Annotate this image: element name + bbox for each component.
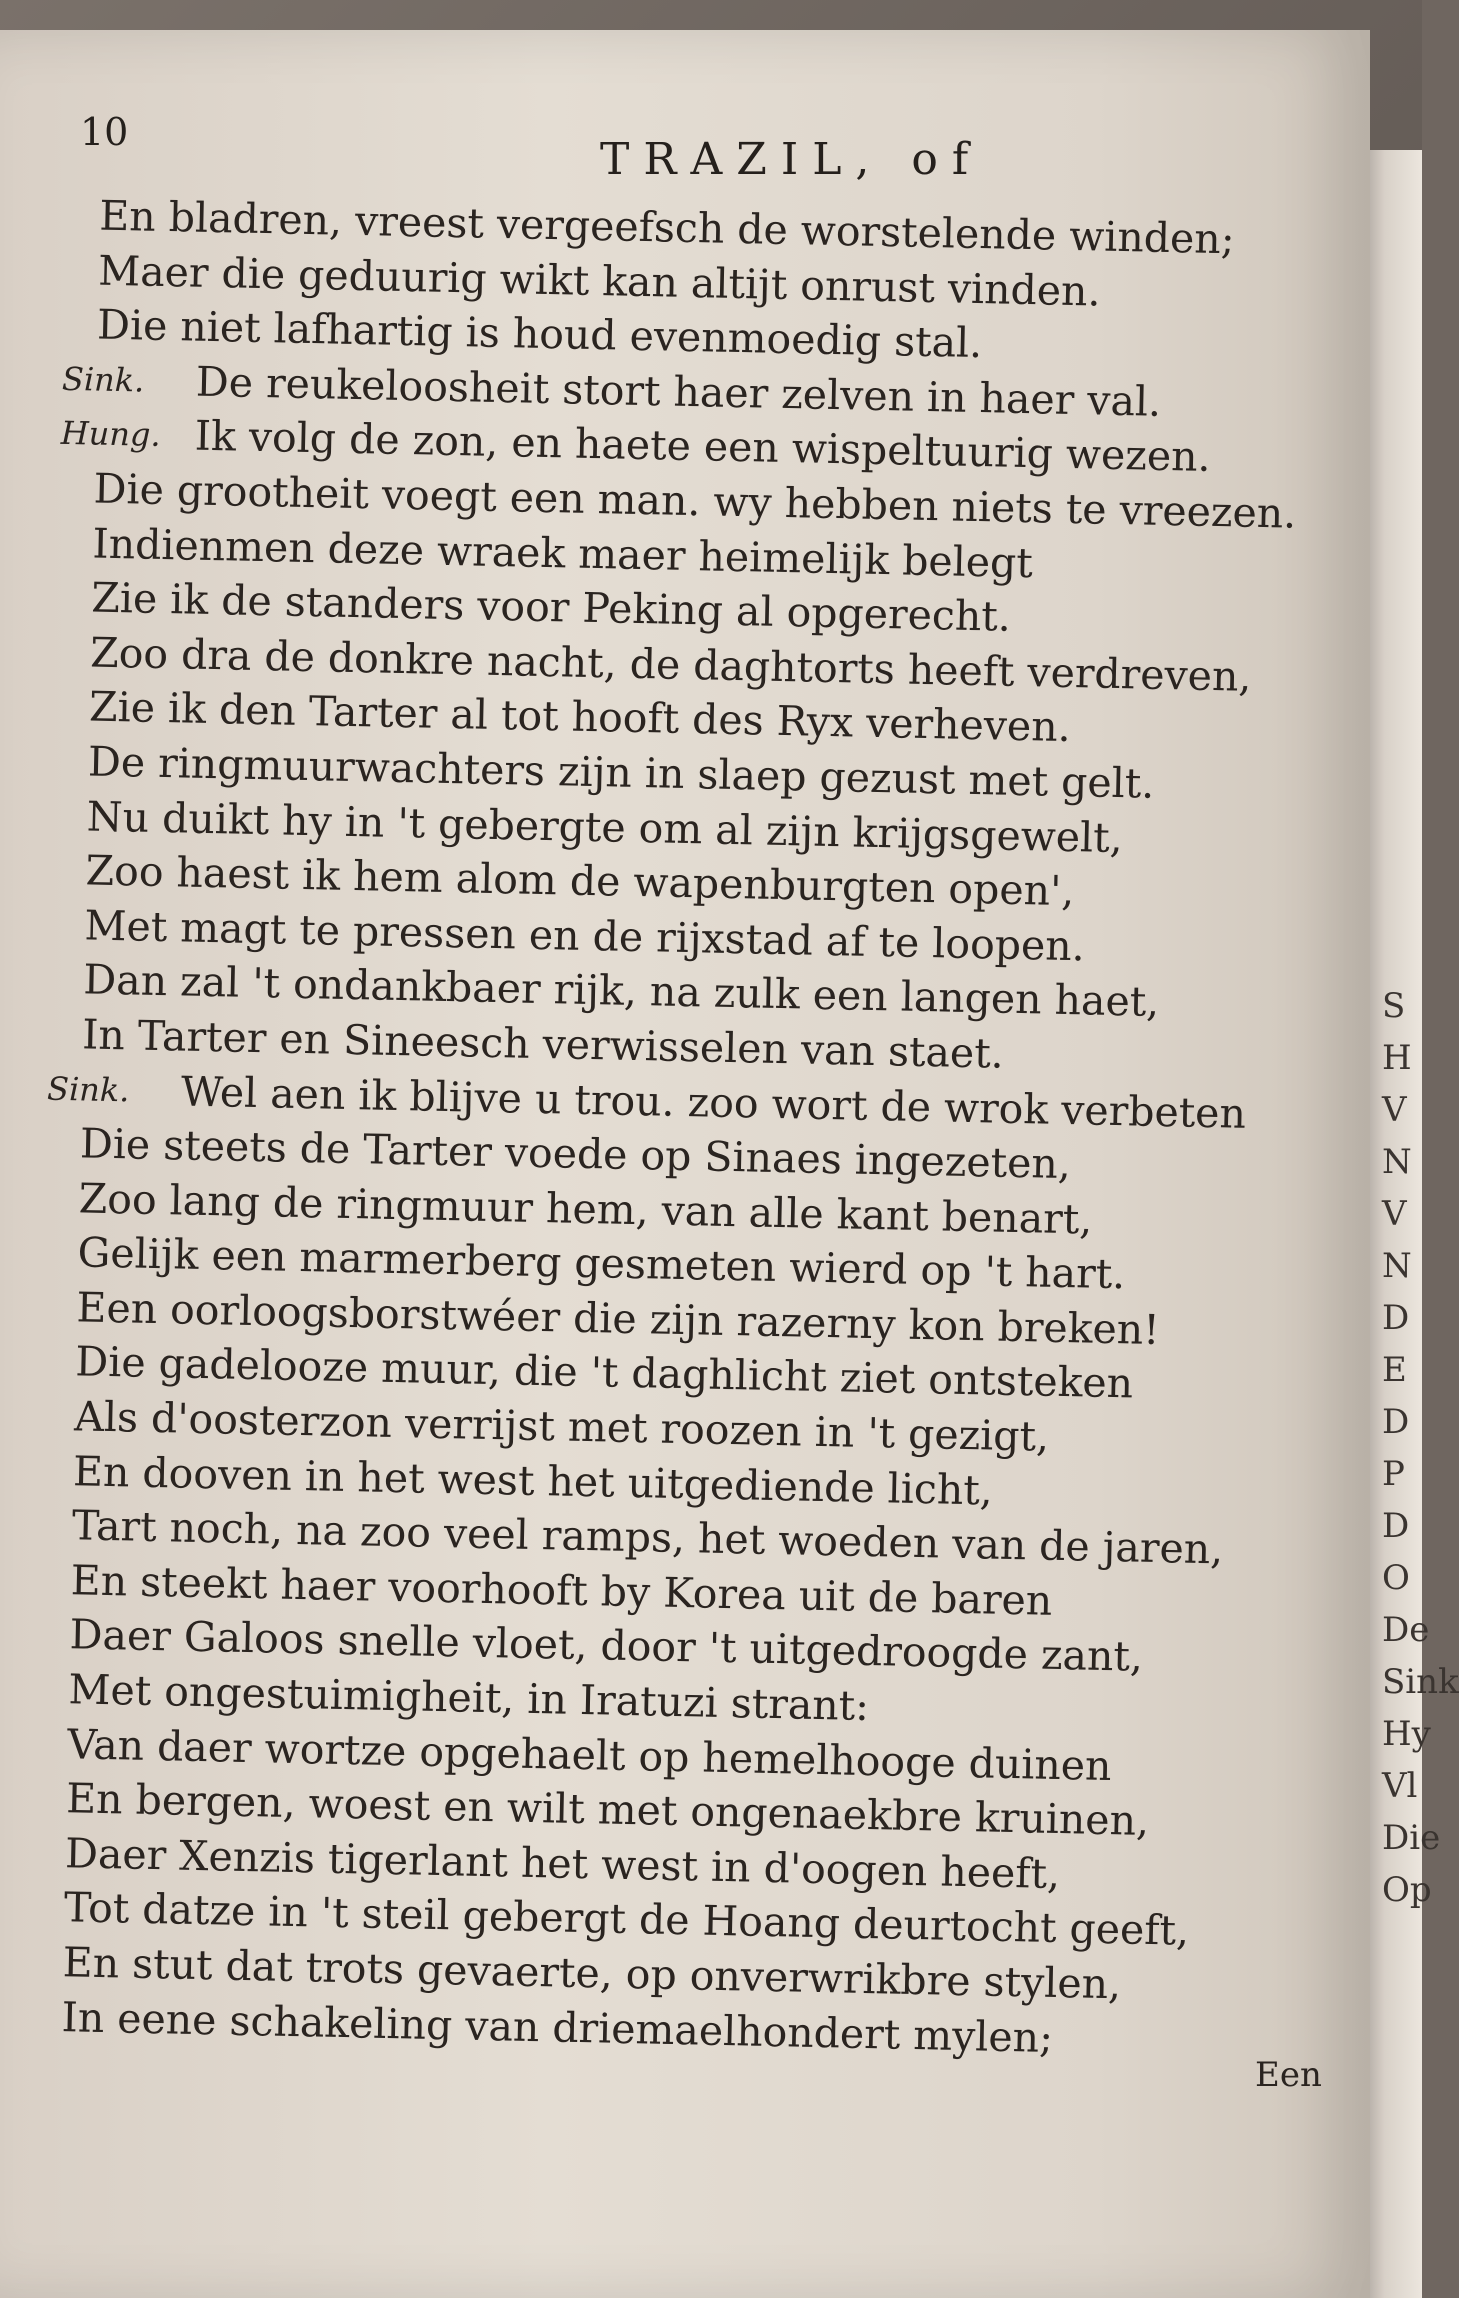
verse-text: Die gadelooze muur, die 't daghlicht ziet ontsteken <box>74 1337 1134 1408</box>
verse-text: Wel aen ik blijve u trou. zoo wort de wrok verbeten <box>180 1066 1247 1138</box>
verse-text: Van daer wortze opgehaelt op hemelhooge duinen <box>66 1719 1112 1790</box>
facing-page-letter: Die <box>1382 1818 1441 1858</box>
facing-page-letter: P <box>1382 1454 1405 1494</box>
verse-text: Met ongestuimigheit, in Iratuzi strant: <box>68 1665 870 1731</box>
verse-text: Tot datze in 't steil gebergt de Hoang deurtocht geeft, <box>63 1883 1190 1956</box>
verse-text: Ik volg de zon, en haete een wispeltuurig wezen. <box>194 412 1212 482</box>
facing-page-letter: S <box>1382 986 1406 1026</box>
verse-text: In Tarter en Sineesch verwisselen van staet. <box>81 1010 1005 1078</box>
facing-page-letter: Vl <box>1382 1766 1418 1806</box>
facing-page-letter: H <box>1382 1038 1412 1078</box>
facing-page-letter: E <box>1382 1350 1407 1390</box>
speaker-label: Sink. <box>46 1069 130 1109</box>
verse-text: En steekt haer voorhooft by Korea uit de baren <box>70 1556 1053 1625</box>
verse-text: Zoo lang de ringmuur hem, van alle kant benart, <box>78 1174 1093 1244</box>
verse-text: De ringmuurwachters zijn in slaep gezust met gelt. <box>87 737 1155 808</box>
facing-page-letter: D <box>1382 1402 1410 1442</box>
verse-text: En stut dat trots gevaerte, op onverwrikbre stylen, <box>62 1938 1122 2009</box>
verse-text: Zie ik den Tarter al tot hooft des Ryx verheven. <box>88 682 1072 752</box>
verse-text: De reukeloosheit stort haer zelven in haer val. <box>195 357 1162 426</box>
facing-page-letter: D <box>1382 1298 1410 1338</box>
verse-text: Daer Galoos snelle vloet, door 't uitgedroogde zant, <box>69 1610 1144 1682</box>
verse-text: Zoo haest ik hem alom de wapenburgten open', <box>85 846 1075 916</box>
facing-page-letter: N <box>1382 1246 1412 1286</box>
verse-text: Die niet lafhartig is houd evenmoedig stal. <box>96 300 983 368</box>
verse-text: Zoo dra de donkre nacht, de daghtorts heeft verdreven, <box>89 628 1252 701</box>
verse-text: Daer Xenzis tigerlant het west in d'oogen heeft, <box>64 1829 1061 1898</box>
verse-text: Maer die geduurig wikt kan altijt onrust vinden. <box>97 246 1102 316</box>
facing-page-letter: O <box>1382 1558 1410 1598</box>
running-title: TRAZIL, of <box>600 134 983 185</box>
verse-text: Als d'oosterzon verrijst met roozen in 't gezigt, <box>73 1392 1050 1461</box>
verse-text: En dooven in het west het uitgediende licht, <box>72 1446 994 1515</box>
verse-text: Tart noch, na zoo veel ramps, het woeden van de jaren, <box>71 1501 1224 1574</box>
verse-text-block <box>33 188 1312 2070</box>
verse-text: Gelijk een marmerberg gesmeten wierd op 't hart. <box>77 1228 1126 1299</box>
verse-text: Zie ik de standers voor Peking al opgerecht. <box>90 573 1012 641</box>
facing-page-letter: N <box>1382 1142 1412 1182</box>
page-number: 10 <box>80 110 129 154</box>
facing-page-letter: De <box>1382 1610 1430 1650</box>
verse-text: Die grootheit voegt een man. wy hebben niets te vreezen. <box>93 464 1297 538</box>
facing-page-letters <box>1382 980 1459 1916</box>
facing-page-letter: Hy <box>1382 1714 1431 1754</box>
facing-page-letter: Op <box>1382 1870 1432 1910</box>
verse-text: Met magt te pressen en de rijxstad af te loopen. <box>84 901 1086 971</box>
verse-text: En bladren, vreest vergeefsch de worstelende winden; <box>98 191 1236 264</box>
page-header <box>80 110 1280 185</box>
facing-page-letter: Sink <box>1382 1662 1459 1702</box>
verse-text: Nu duikt hy in 't gebergte om al zijn krijgsgewelt, <box>86 791 1124 862</box>
verse-text: Een oorloogsborstwéer die zijn razerny kon breken! <box>76 1283 1161 1354</box>
facing-page-letter: D <box>1382 1506 1410 1546</box>
catchword: Een <box>1255 2055 1322 2095</box>
facing-page-letter: V <box>1382 1194 1407 1234</box>
facing-page-letter: V <box>1382 1090 1407 1130</box>
speaker-label: Sink. <box>61 359 145 400</box>
verse-text: Indienmen deze wraek maer heimelijk belegt <box>92 519 1034 587</box>
verse-text: Dan zal 't ondankbaer rijk, na zulk een langen haet, <box>82 955 1160 1027</box>
speaker-label: Hung. <box>60 414 162 455</box>
verse-text: En bergen, woest en wilt met ongenaekbre kruinen, <box>65 1774 1150 1846</box>
verse-text: In eene schakeling van driemaelhondert mylen; <box>61 1992 1054 2062</box>
verse-text: Die steets de Tarter voede op Sinaes ingezeten, <box>79 1119 1072 1189</box>
